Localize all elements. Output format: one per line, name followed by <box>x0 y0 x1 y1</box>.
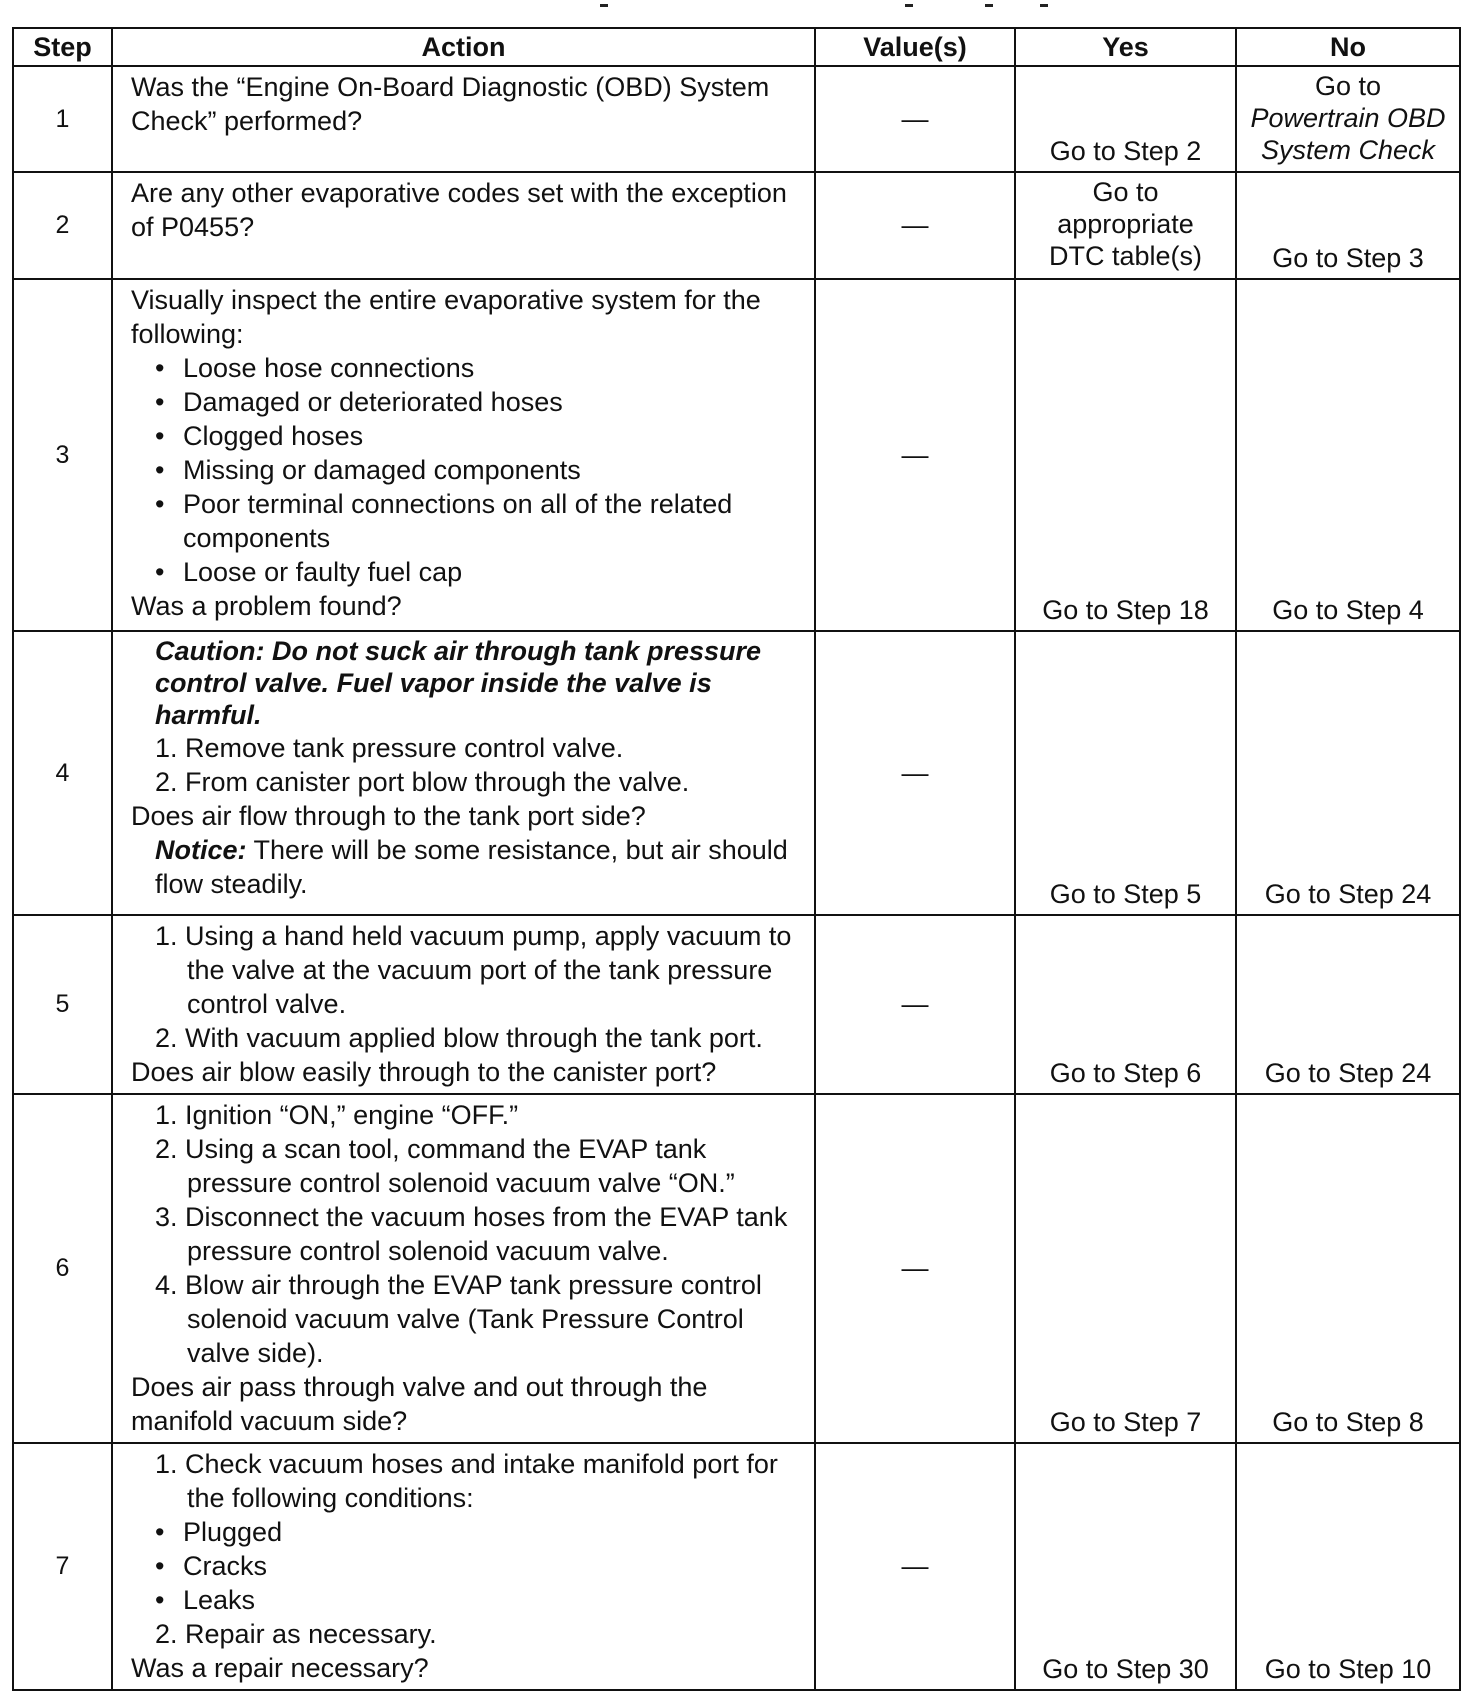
numbered-step: 1. Ignition “ON,” engine “OFF.” <box>155 1100 519 1130</box>
action-cell <box>112 1094 815 1443</box>
value-cell: — <box>815 172 1015 279</box>
list-item: • Cracks <box>131 1549 808 1583</box>
caution-text: Caution: Do not suck air through tank pressure control valve. Fuel vapor inside the valve is harmful. <box>155 636 762 730</box>
table-row-step-6 <box>13 1094 1460 1443</box>
table-row-step-2 <box>13 172 1460 279</box>
action-question: Does air pass through valve and out through the manifold vacuum side? <box>131 1372 708 1436</box>
notice <box>131 833 808 901</box>
step-number: 6 <box>13 1094 112 1443</box>
yes-cell: Go to Step 7 <box>1015 1094 1236 1443</box>
diagnostic-table-page <box>12 27 1459 1691</box>
scan-artifacts <box>0 4 1472 14</box>
action-text: Are any other evaporative codes set with the exception of P0455? <box>131 178 787 242</box>
yes-cell: Go to Step 6 <box>1015 915 1236 1094</box>
value-cell: — <box>815 1094 1015 1443</box>
no-cell: Go to Step 24 <box>1236 631 1460 915</box>
numbered-step: 4. Blow air through the EVAP tank pressure control solenoid vacuum valve (Tank Pressure Control valve side). <box>155 1270 762 1368</box>
header-values: Value(s) <box>815 28 1015 66</box>
yes-cell: Go to Step 30 <box>1015 1443 1236 1690</box>
numbered-step: 2. Repair as necessary. <box>155 1619 437 1649</box>
action-cell <box>112 915 815 1094</box>
action-cell <box>112 279 815 631</box>
step-number: 7 <box>13 1443 112 1690</box>
yes-cell: Go to Step 5 <box>1015 631 1236 915</box>
step-number: 1 <box>13 66 112 172</box>
header-no: No <box>1236 28 1460 66</box>
no-cell: Go to Step 8 <box>1236 1094 1460 1443</box>
table-row-step-5 <box>13 915 1460 1094</box>
list-item: • Damaged or deteriorated hoses <box>131 385 808 419</box>
numbered-step: 2. Using a scan tool, command the EVAP tank pressure control solenoid vacuum valve “ON.” <box>155 1134 735 1198</box>
list-item: • Clogged hoses <box>131 419 808 453</box>
action-question: Does air flow through to the tank port side? <box>131 801 646 831</box>
table-row-step-3 <box>13 279 1460 631</box>
no-text: Go to <box>1314 71 1382 101</box>
action-question: Was a problem found? <box>131 591 402 621</box>
notice-label: Notice: <box>155 835 247 865</box>
list-item: • Plugged <box>131 1515 808 1549</box>
action-cell <box>112 66 815 172</box>
yes-text: DTC table(s) <box>1048 241 1203 271</box>
no-cell <box>1236 66 1460 172</box>
step-number: 2 <box>13 172 112 279</box>
list-item: • Loose or faulty fuel cap <box>131 555 808 589</box>
yes-text: Go to <box>1092 177 1159 207</box>
table-header-row <box>13 28 1460 66</box>
numbered-step: 1. Remove tank pressure control valve. <box>155 733 624 763</box>
list-item: • Missing or damaged components <box>131 453 808 487</box>
value-cell: — <box>815 66 1015 172</box>
no-text-link: Powertrain OBD System Check <box>1250 103 1446 165</box>
action-intro: Visually inspect the entire evaporative system for the following: <box>131 285 761 349</box>
table-row-step-7 <box>13 1443 1460 1690</box>
value-cell: — <box>815 631 1015 915</box>
step-number: 5 <box>13 915 112 1094</box>
yes-cell <box>1015 172 1236 279</box>
numbered-step: 1. Using a hand held vacuum pump, apply vacuum to the valve at the vacuum port of the tank pressure control valve. <box>155 921 792 1019</box>
action-question: Does air blow easily through to the canister port? <box>131 1057 717 1087</box>
header-action: Action <box>112 28 815 66</box>
action-cell <box>112 631 815 915</box>
diagnostic-table <box>12 27 1461 1691</box>
numbered-step: 1. Check vacuum hoses and intake manifold port for the following conditions: <box>155 1449 778 1513</box>
yes-cell: Go to Step 18 <box>1015 279 1236 631</box>
step-number: 3 <box>13 279 112 631</box>
list-item: • Leaks <box>131 1583 808 1617</box>
list-item: • Poor terminal connections on all of the related components <box>131 487 808 555</box>
yes-cell: Go to Step 2 <box>1015 66 1236 172</box>
value-cell: — <box>815 279 1015 631</box>
action-text: Was the “Engine On-Board Diagnostic (OBD) System Check” performed? <box>131 72 770 136</box>
notice-text: There will be some resistance, but air should flow steadily. <box>155 835 788 899</box>
step-number: 4 <box>13 631 112 915</box>
list-item: • Loose hose connections <box>131 351 808 385</box>
value-cell: — <box>815 915 1015 1094</box>
yes-text: appropriate <box>1057 209 1194 239</box>
numbered-step: 3. Disconnect the vacuum hoses from the EVAP tank pressure control solenoid vacuum valve. <box>155 1202 788 1266</box>
no-cell: Go to Step 24 <box>1236 915 1460 1094</box>
action-cell <box>112 172 815 279</box>
action-cell <box>112 1443 815 1690</box>
no-cell: Go to Step 3 <box>1236 172 1460 279</box>
header-yes: Yes <box>1015 28 1236 66</box>
numbered-step: 2. With vacuum applied blow through the tank port. <box>155 1023 763 1053</box>
no-cell: Go to Step 10 <box>1236 1443 1460 1690</box>
action-question: Was a repair necessary? <box>131 1653 429 1683</box>
header-step: Step <box>13 28 112 66</box>
numbered-step: 2. From canister port blow through the valve. <box>155 767 690 797</box>
table-row-step-1 <box>13 66 1460 172</box>
table-row-step-4 <box>13 631 1460 915</box>
no-cell: Go to Step 4 <box>1236 279 1460 631</box>
value-cell: — <box>815 1443 1015 1690</box>
